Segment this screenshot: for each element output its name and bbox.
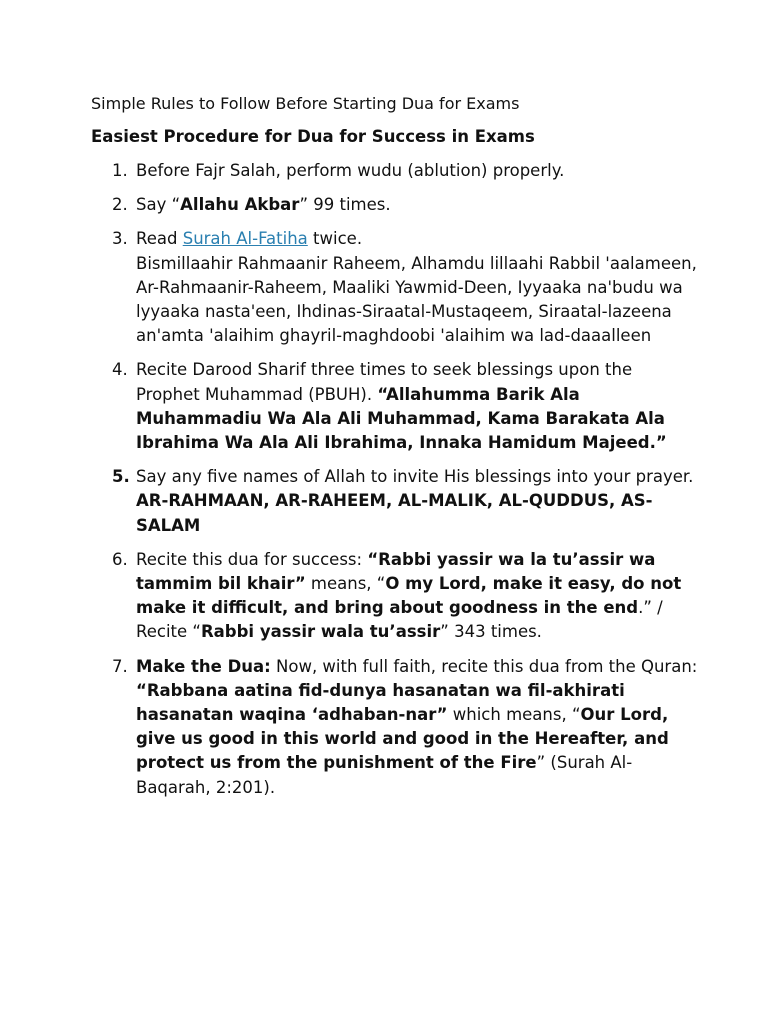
step-number: 4. (112, 360, 128, 380)
step-1 (91, 159, 698, 183)
step-4 (91, 358, 698, 455)
step-6 (91, 548, 698, 645)
step-number: 2. (112, 195, 128, 215)
step-text: .” / Recite “ (136, 598, 663, 642)
surah-al-fatiha-link[interactable]: Surah Al-Fatiha (182, 229, 308, 249)
step-text: Before Fajr Salah, perform wudu (ablution) properly. (136, 161, 565, 180)
section-heading: Easiest Procedure for Dua for Success in Exams (91, 127, 535, 146)
dua-meaning: O my Lord, make it easy, do not make it difficult, and bring about goodness in the end (136, 574, 682, 618)
step-bold-text: Allahu Akbar (180, 195, 300, 215)
step-text: which means, “ (447, 705, 581, 725)
fatiha-transliteration: Bismillaahir Rahmaanir Raheem, Alhamdu lillaahi Rabbil 'aalameen, Ar-Rahmaanir-Raheem, Maaliki Yawmid-Deen, Iyyaaka na'budu wa lyyaaka nasta'een, Ihdinas-Siraatal-Mustaqeem, Siraatal-lazeena an'amta 'alaihim ghayril-maghdoobi 'alaihim wa lad-daaalleen (136, 253, 697, 346)
step-text: Recite this dua for success: (136, 549, 368, 569)
step-number: 5. (112, 467, 130, 487)
step-text: twice. (307, 229, 363, 249)
step-2 (91, 193, 698, 217)
step-text: means, “ (305, 574, 386, 594)
steps-list (91, 159, 698, 800)
page-title: Simple Rules to Follow Before Starting Dua for Exams (91, 94, 520, 113)
dua-arabic: “Rabbana aatina fid-dunya hasanatan wa fil-akhirati hasanatan waqina ‘adhaban-nar” (136, 680, 625, 725)
step-text: ” 99 times. (299, 195, 391, 215)
step-text: Say “ (136, 195, 181, 215)
step-number: 1. (112, 161, 128, 180)
step-number: 6. (112, 549, 128, 569)
step-3 (91, 227, 698, 348)
step-text: Read (136, 229, 183, 249)
step-text: Now, with full faith, recite this dua from the Quran: (270, 656, 698, 676)
darood-sharif-text: “Allahumma Barik Ala Muhammadiu Wa Ala Ali Muhammad, Kama Barakata Ala Ibrahima Wa Ala Ali Ibrahima, Innaka Hamidum Majeed.” (136, 384, 667, 453)
step-text: Say any five names of Allah to invite His blessings into your prayer. (136, 467, 694, 487)
step-number: 7. (112, 656, 128, 676)
step-text: ” 343 times. (440, 622, 542, 642)
step-text: Recite Darood Sharif three times to seek blessings upon the Prophet Muhammad (PBUH). (136, 360, 633, 404)
step-5 (91, 465, 698, 538)
dua-meaning: Our Lord, give us good in this world and good in the Hereafter, and protect us from the punishment of the Fire (136, 705, 669, 773)
names-of-allah: AR-RAHMAAN, AR-RAHEEM, AL-MALIK, AL-QUDDUS, AS-SALAM (136, 491, 653, 535)
step-text: ” (Surah Al-Baqarah, 2:201). (136, 753, 633, 797)
step-lead: Make the Dua: (136, 656, 271, 676)
step-number: 3. (112, 229, 128, 249)
step-7 (91, 655, 698, 800)
dua-short: Rabbi yassir wala tu’assir (200, 622, 441, 642)
dua-arabic: “Rabbi yassir wa la tu’assir wa tammim bil khair” (136, 549, 656, 594)
